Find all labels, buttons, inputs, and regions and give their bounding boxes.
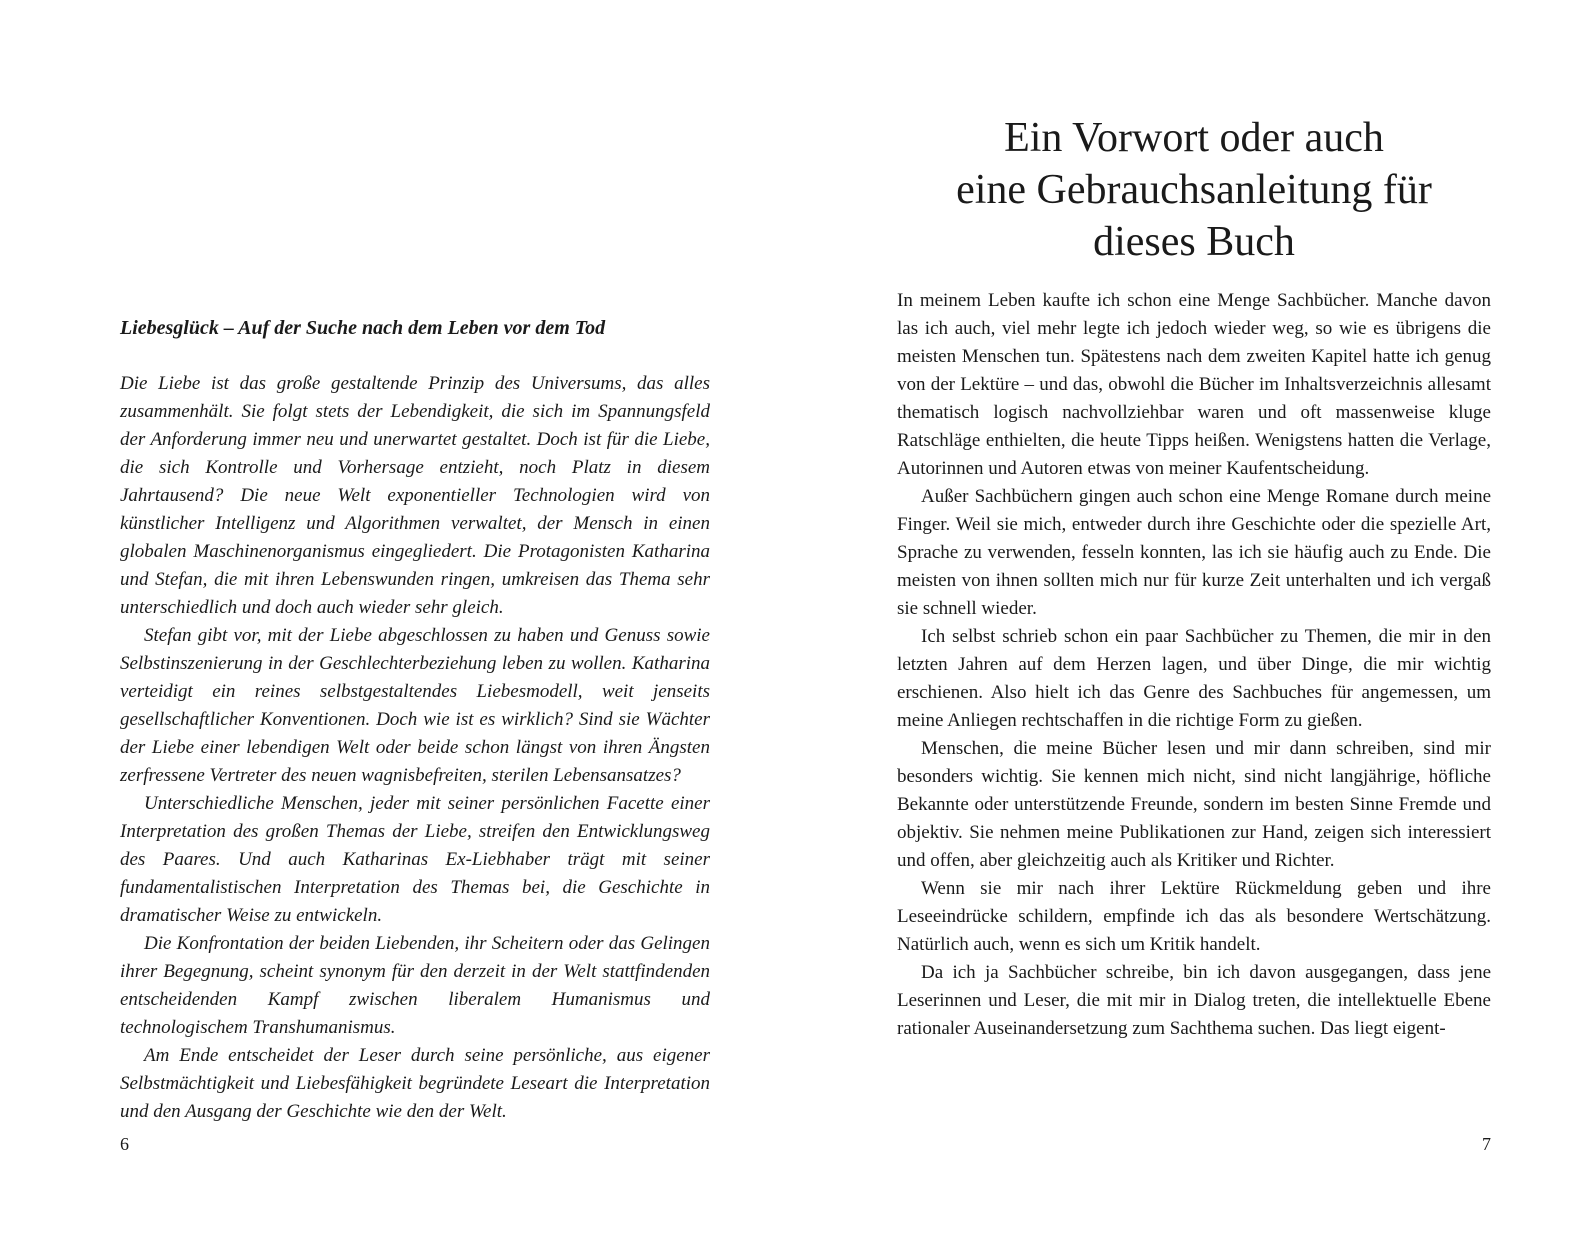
chapter-title-line: Ein Vorwort oder auch — [1004, 115, 1384, 161]
paragraph: Die Liebe ist das große gestaltende Prinzip des Universums, das alles zusammenhält. Sie folgt stets der Lebendigkeit, die sich im Spannungsfeld der Anforderung immer neu und unerwartet gestaltet. Doch ist für die Liebe, die sich Kontrolle und Vorhersage entzieht, noch Platz in diesem Jahrtausend? Die neue Welt exponentieller Technologien wird von künstlicher Intelligenz und Algorithmen verwaltet, der Mensch in einen globalen Maschinenorganismus eingegliedert. Die Protagonisten Katharina und Stefan, die mit ihren Lebenswunden ringen, umkreisen das Thema sehr unterschiedlich und doch auch wieder sehr gleich. — [120, 373, 710, 618]
left-body — [120, 370, 710, 1126]
paragraph: Außer Sachbüchern gingen auch schon eine Menge Romane durch meine Finger. Weil sie mich, entweder durch ihre Geschichte oder die spezielle Art, Sprache zu verwenden, fesseln konnten, las ich sie häufig auch zu Ende. Die meisten von ihnen sollten mich nur für kurze Zeit unterhalten und ich vergaß sie schnell wieder. — [897, 486, 1491, 619]
page-number: 7 — [1482, 1134, 1491, 1154]
chapter-title — [897, 112, 1491, 268]
chapter-title-line: eine Gebrauchsanleitung für — [956, 167, 1432, 213]
paragraph: Stefan gibt vor, mit der Liebe abgeschlossen zu haben und Genuss sowie Selbstinszenierung in der Geschlechterbeziehung leben zu wollen. Katharina verteidigt ein reines selbstgestaltendes Liebesmodell, weit jenseits gesellschaftlicher Konventionen. Doch wie ist es wirklich? Sind sie Wächter der Liebe einer lebendigen Welt oder beide schon längst von ihren Ängsten zerfressene Vertreter des neuen wagnisbefreiten, sterilen Lebensansatzes? — [120, 625, 710, 786]
paragraph: Ich selbst schrieb schon ein paar Sachbücher zu Themen, die mir in den letzten Jahren auf dem Herzen lagen, und über Dinge, die mir wichtig erschienen. Also hielt ich das Genre des Sachbuches für angemessen, um meine Anliegen rechtschaffen in die richtige Form zu gießen. — [897, 626, 1491, 731]
right-page — [797, 0, 1594, 1240]
paragraph: In meinem Leben kaufte ich schon eine Menge Sachbücher. Manche davon las ich auch, viel mehr legte ich jedoch wieder weg, so wie es übrigens die meisten Menschen tun. Spätestens nach dem zweiten Kapitel hatte ich genug von der Lektüre – und das, obwohl die Bücher im Inhaltsverzeichnis allesamt thematisch logisch nachvollziehbar waren und oft massenweise kluge Ratschläge enthielten, die heute Tipps heißen. Wenigstens hatten die Verlage, Autorinnen und Autoren etwas von meiner Kaufentscheidung. — [897, 290, 1491, 479]
right-body — [897, 287, 1491, 1043]
paragraph: Wenn sie mir nach ihrer Lektüre Rückmeldung geben und ihre Leseeindrücke schildern, empfinde ich das als besondere Wertschätzung. Natürlich auch, wenn es sich um Kritik handelt. — [897, 878, 1491, 955]
page-number: 6 — [120, 1134, 129, 1154]
chapter-title-line: dieses Buch — [1093, 219, 1295, 265]
paragraph: Da ich ja Sachbücher schreibe, bin ich davon ausgegangen, dass jene Leserinnen und Leser, die mit mir in Dialog treten, die intellektuelle Ebene rationaler Auseinandersetzung zum Sachthema suchen. Das liegt eigent- — [897, 962, 1491, 1039]
paragraph: Die Konfrontation der beiden Liebenden, ihr Scheitern oder das Gelingen ihrer Begegnung, scheint synonym für den derzeit in der Welt stattfindenden entscheidenden Kampf zwischen liberalem Humanismus und technologischem Transhumanismus. — [120, 933, 710, 1038]
section-heading: Liebesglück – Auf der Suche nach dem Leben vor dem Tod — [120, 317, 606, 339]
paragraph: Menschen, die meine Bücher lesen und mir dann schreiben, sind mir besonders wichtig. Sie kennen mich nicht, sind nicht langjährige, höfliche Bekannte oder unterstützende Freunde, sondern im besten Sinne Fremde und objektiv. Sie nehmen meine Publikationen zur Hand, zeigen sich interessiert und offen, aber gleichzeitig auch als Kritiker und Richter. — [897, 738, 1491, 871]
paragraph: Unterschiedliche Menschen, jeder mit seiner persönlichen Facette einer Interpretation des großen Themas der Liebe, streifen den Entwicklungsweg des Paares. Und auch Katharinas Ex-Liebhaber trägt mit seiner fundamentalistischen Interpretation des Themas bei, die Geschichte in dramatischer Weise zu entwickeln. — [120, 793, 710, 926]
paragraph: Am Ende entscheidet der Leser durch seine persönliche, aus eigener Selbstmächtigkeit und Liebesfähigkeit begründete Leseart die Interpretation und den Ausgang der Geschichte wie den der Welt. — [120, 1045, 710, 1122]
